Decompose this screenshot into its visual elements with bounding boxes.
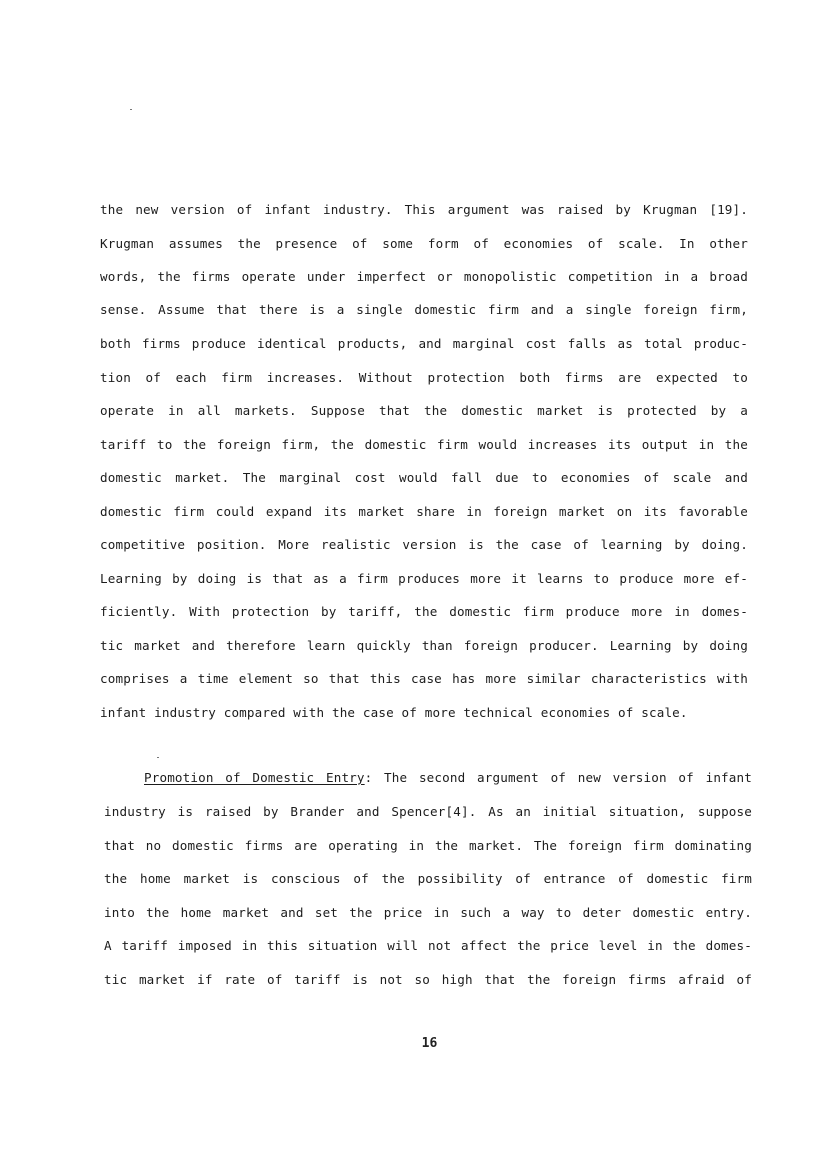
text-line: the new version of infant industry. This argument was raised by Krugman [19].	[100, 202, 748, 217]
text-line: Krugman assumes the presence of some form of economies of scale. In other	[100, 236, 748, 251]
text-line: sense. Assume that there is a single domestic firm and a single foreign firm,	[100, 302, 748, 317]
text-line: that no domestic firms are operating in the market. The foreign firm dominating	[104, 838, 752, 853]
text-line: tic market and therefore learn quickly than foreign producer. Learning by doing	[100, 638, 748, 653]
text-line: comprises a time element so that this case has more similar characteristics with	[100, 671, 748, 686]
text-line: tion of each firm increases. Without protection both firms are expected to	[100, 370, 748, 385]
text-line: tariff to the foreign firm, the domestic firm would increases its output in the	[100, 437, 748, 452]
text-line: the home market is conscious of the possibility of entrance of domestic firm	[104, 871, 752, 886]
text-line: into the home market and set the price in such a way to deter domestic entry.	[104, 905, 752, 920]
text-line: A tariff imposed in this situation will not affect the price level in the domes-	[104, 938, 752, 953]
text-line: ficiently. With protection by tariff, the domestic firm produce more in domes-	[100, 604, 748, 619]
page-number: 16	[421, 1036, 438, 1051]
section-heading: Promotion of Domestic Entry	[144, 770, 365, 785]
text-line: operate in all markets. Suppose that the domestic market is protected by a	[100, 403, 748, 418]
text-line: infant industry compared with the case of more technical economies of scale.	[100, 705, 688, 720]
text-line: tic market if rate of tariff is not so high that the foreign firms afraid of	[104, 972, 752, 987]
text-line: domestic firm could expand its market share in foreign market on its favorable	[100, 504, 748, 519]
paragraph-2-first-line	[144, 770, 752, 786]
scan-speck	[157, 757, 159, 758]
text-line: Learning by doing is that as a firm produces more it learns to produce more ef-	[100, 571, 748, 586]
text-line: words, the firms operate under imperfect or monopolistic competition in a broad	[100, 269, 748, 284]
text-line: competitive position. More realistic version is the case of learning by doing.	[100, 537, 748, 552]
scan-speck	[130, 109, 132, 110]
text-line: domestic market. The marginal cost would fall due to economies of scale and	[100, 470, 748, 485]
text-line: industry is raised by Brander and Spencer[4]. As an initial situation, suppose	[104, 804, 752, 819]
text-line: : The second argument of new version of infant	[364, 770, 752, 785]
text-line: both firms produce identical products, and marginal cost falls as total produc-	[100, 336, 748, 351]
